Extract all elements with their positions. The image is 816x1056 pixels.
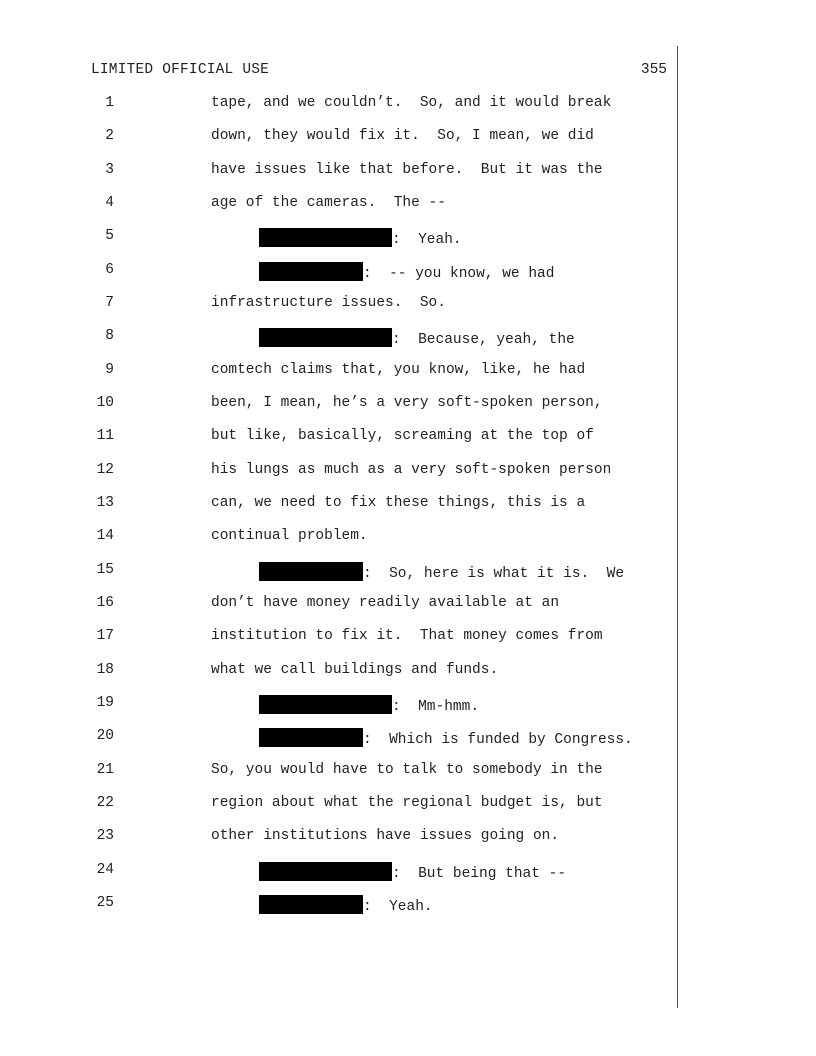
line-number: 2 [105, 128, 114, 144]
line-number: 14 [96, 528, 114, 544]
line-number: 8 [105, 328, 114, 344]
transcript-line [0, 795, 816, 817]
line-number: 5 [105, 228, 114, 244]
transcript-line [0, 428, 816, 450]
redacted-speaker-name [259, 562, 363, 581]
line-text: : -- you know, we had [363, 266, 555, 282]
line-number: 17 [96, 628, 114, 644]
line-number: 13 [96, 495, 114, 511]
line-number: 3 [105, 162, 114, 178]
transcript-line [0, 162, 816, 184]
line-text: down, they would fix it. So, I mean, we did [211, 128, 594, 144]
line-number: 4 [105, 195, 114, 211]
line-text: his lungs as much as a very soft-spoken person [211, 462, 612, 478]
transcript-line [0, 695, 816, 717]
line-number: 11 [96, 428, 114, 444]
transcript-line [0, 628, 816, 650]
speaker-line [259, 262, 554, 284]
line-text: can, we need to fix these things, this is a [211, 495, 586, 511]
transcript-line [0, 295, 816, 317]
transcript-line [0, 95, 816, 117]
speaker-line [259, 562, 624, 584]
transcript-line [0, 528, 816, 550]
line-text: other institutions have issues going on. [211, 828, 560, 844]
line-text: region about what the regional budget is, but [211, 795, 603, 811]
line-text: So, you would have to talk to somebody in the [211, 762, 603, 778]
transcript-line [0, 595, 816, 617]
line-text: : So, here is what it is. We [363, 566, 625, 582]
transcript-line [0, 895, 816, 917]
line-number: 20 [96, 728, 114, 744]
transcript-line [0, 362, 816, 384]
page-number: 355 [640, 62, 667, 78]
transcript-line [0, 495, 816, 517]
redacted-speaker-name [259, 228, 392, 247]
line-text: : Yeah. [392, 232, 462, 248]
line-number: 12 [96, 462, 114, 478]
redacted-speaker-name [259, 695, 392, 714]
line-number: 25 [96, 895, 114, 911]
redacted-speaker-name [259, 895, 363, 914]
line-number: 16 [96, 595, 114, 611]
speaker-line [259, 728, 633, 750]
transcript-line [0, 195, 816, 217]
line-number: 10 [96, 395, 114, 411]
line-number: 23 [96, 828, 114, 844]
line-number: 18 [96, 662, 114, 678]
line-text: what we call buildings and funds. [211, 662, 499, 678]
speaker-line [259, 328, 575, 350]
speaker-line [259, 228, 462, 250]
transcript-line [0, 862, 816, 884]
line-text: : Because, yeah, the [392, 332, 575, 348]
transcript-line [0, 828, 816, 850]
line-text: : But being that -- [392, 866, 567, 882]
line-text: have issues like that before. But it was the [211, 162, 603, 178]
transcript-line [0, 462, 816, 484]
transcript-line [0, 128, 816, 150]
line-text: been, I mean, he’s a very soft-spoken person, [211, 395, 603, 411]
speaker-line [259, 895, 433, 917]
line-text: institution to fix it. That money comes from [211, 628, 603, 644]
transcript-line [0, 662, 816, 684]
redacted-speaker-name [259, 862, 392, 881]
line-number: 19 [96, 695, 114, 711]
line-number: 22 [96, 795, 114, 811]
line-text: : Yeah. [363, 899, 433, 915]
line-text: infrastructure issues. So. [211, 295, 446, 311]
transcript-line [0, 728, 816, 750]
redacted-speaker-name [259, 328, 392, 347]
transcript-line [0, 762, 816, 784]
speaker-line [259, 862, 566, 884]
redacted-speaker-name [259, 262, 363, 281]
line-text: : Mm-hmm. [392, 699, 480, 715]
line-text: don’t have money readily available at an [211, 595, 560, 611]
transcript-line [0, 562, 816, 584]
transcript-line [0, 328, 816, 350]
line-text: : Which is funded by Congress. [363, 732, 633, 748]
speaker-line [259, 695, 479, 717]
line-text: age of the cameras. The -- [211, 195, 446, 211]
transcript-line [0, 395, 816, 417]
line-text: continual problem. [211, 528, 368, 544]
line-number: 15 [96, 562, 114, 578]
line-number: 7 [105, 295, 114, 311]
line-text: tape, and we couldn’t. So, and it would break [211, 95, 612, 111]
transcript-line [0, 228, 816, 250]
transcript-line [0, 262, 816, 284]
line-text: comtech claims that, you know, like, he had [211, 362, 586, 378]
line-number: 1 [105, 95, 114, 111]
classification-header: LIMITED OFFICIAL USE [91, 62, 270, 78]
redacted-speaker-name [259, 728, 363, 747]
line-number: 6 [105, 262, 114, 278]
line-number: 9 [105, 362, 114, 378]
line-text: but like, basically, screaming at the top of [211, 428, 594, 444]
line-number: 24 [96, 862, 114, 878]
line-number: 21 [96, 762, 114, 778]
